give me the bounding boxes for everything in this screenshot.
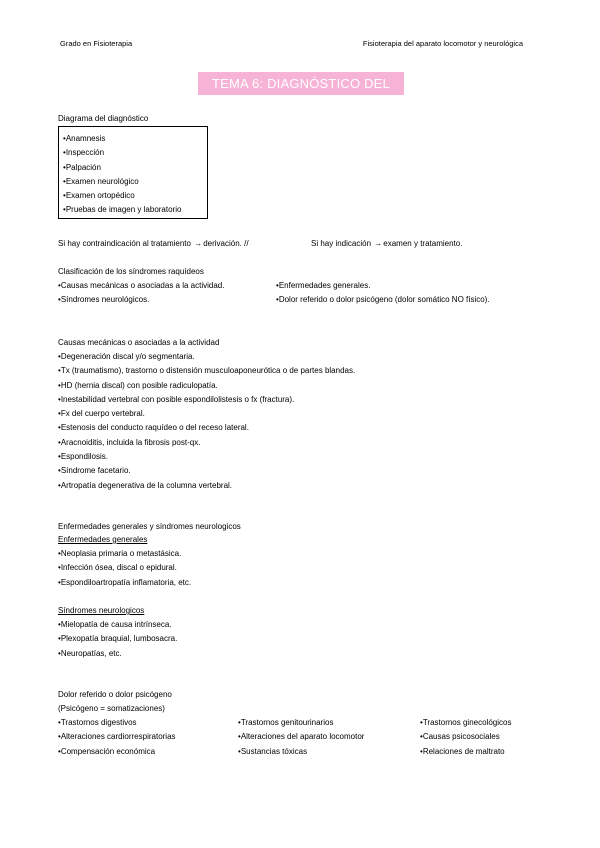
- classification-heading: Clasificación de los síndromes raquídeos: [58, 267, 204, 276]
- list-item: • Anamnesis: [63, 134, 181, 148]
- list-item: • Causas mecánicas o asociadas a la actividad.: [58, 281, 224, 295]
- list-item: • Palpación: [63, 163, 181, 177]
- list-item: • Espondiloartropatía inflamatoria, etc.: [58, 578, 191, 592]
- indication-result: examen y tratamiento.: [383, 239, 463, 248]
- list-item: • Tx (traumatismo), trastorno o distensión musculoaponeurótica o de partes blandas.: [58, 366, 355, 380]
- neurological-list: [58, 620, 177, 663]
- mechanical-heading: Causas mecánicas o asociadas a la actividad: [58, 338, 220, 347]
- diagram-heading: Diagrama del diagnóstico: [58, 114, 149, 123]
- indication-line: [311, 239, 462, 248]
- list-item: • Compensación económica: [58, 747, 176, 761]
- list-item: • Dolor referido o dolor psicógeno (dolor somático NO físico).: [276, 295, 490, 309]
- list-item: • Trastornos digestivos: [58, 718, 176, 732]
- neurological-subheading: Síndromes neurologicos: [58, 606, 145, 615]
- referred-col1: [58, 718, 176, 761]
- list-item: • Inspección: [63, 148, 181, 162]
- classification-col2: [276, 281, 490, 310]
- list-item: • Examen ortopédico: [63, 191, 181, 205]
- contraindication-result: derivación. //: [203, 239, 249, 248]
- header-course: Grado en Fisioterapia: [60, 39, 133, 48]
- general-subheading: Enfermedades generales: [58, 535, 148, 544]
- list-item: • Estenosis del conducto raquídeo o del receso lateral.: [58, 423, 355, 437]
- list-item: • Examen neurológico: [63, 177, 181, 191]
- list-item: • Trastornos genitourinarios: [238, 718, 364, 732]
- header-subject: Fisioterapia del aparato locomotor y neurológica: [362, 39, 523, 48]
- list-item: • Relaciones de maltrato: [420, 747, 511, 761]
- contraindication-line: [58, 239, 249, 248]
- classification-col1: [58, 281, 224, 310]
- list-item: • Enfermedades generales.: [276, 281, 490, 295]
- arrow-right-icon: →: [374, 239, 383, 248]
- contraindication-text: Si hay contraindicación al tratamiento: [58, 239, 191, 248]
- list-item: • Síndrome facetario.: [58, 466, 355, 480]
- list-item: • Infección ósea, discal o epidural.: [58, 563, 191, 577]
- list-item: • Aracnoiditis, incluida la fibrosis post-qx.: [58, 438, 355, 452]
- referred-col3: [420, 718, 511, 761]
- diagram-list: [63, 134, 181, 220]
- list-item: • Inestabilidad vertebral con posible espondilolistesis o fx (fractura).: [58, 395, 355, 409]
- page-title: TEMA 6: DIAGNÓSTICO DEL RAQUIS: [198, 72, 404, 95]
- general-list: [58, 549, 191, 592]
- list-item: • Sustancias tóxicas: [238, 747, 364, 761]
- list-item: • Artropatía degenerativa de la columna vertebral.: [58, 481, 355, 495]
- diagram-box: [58, 126, 208, 219]
- list-item: • Mielopatía de causa intrínseca.: [58, 620, 177, 634]
- list-item: • Alteraciones del aparato locomotor: [238, 732, 364, 746]
- referred-heading: Dolor referido o dolor psicógeno: [58, 690, 172, 699]
- list-item: • Neuropatías, etc.: [58, 649, 177, 663]
- list-item: • Trastornos ginecológicos: [420, 718, 511, 732]
- indication-text: Si hay indicación: [311, 239, 372, 248]
- general-heading: Enfermedades generales y síndromes neurologicos: [58, 522, 241, 531]
- referred-subheading: (Psicógeno = somatizaciones): [58, 704, 165, 713]
- list-item: • Causas psicosociales: [420, 732, 511, 746]
- list-item: • Degeneración discal y/o segmentaria.: [58, 352, 355, 366]
- list-item: • Pruebas de imagen y laboratorio: [63, 205, 181, 219]
- list-item: • Neoplasia primaria o metastásica.: [58, 549, 191, 563]
- list-item: • Espondilosis.: [58, 452, 355, 466]
- mechanical-list: [58, 352, 355, 495]
- list-item: • HD (hernia discal) con posible radiculopatía.: [58, 381, 355, 395]
- list-item: • Plexopatía braquial, lumbosacra.: [58, 634, 177, 648]
- arrow-right-icon: →: [194, 239, 203, 248]
- referred-col2: [238, 718, 364, 761]
- list-item: • Fx del cuerpo vertebral.: [58, 409, 355, 423]
- list-item: • Síndromes neurológicos.: [58, 295, 224, 309]
- list-item: • Alteraciones cardiorrespiratorias: [58, 732, 176, 746]
